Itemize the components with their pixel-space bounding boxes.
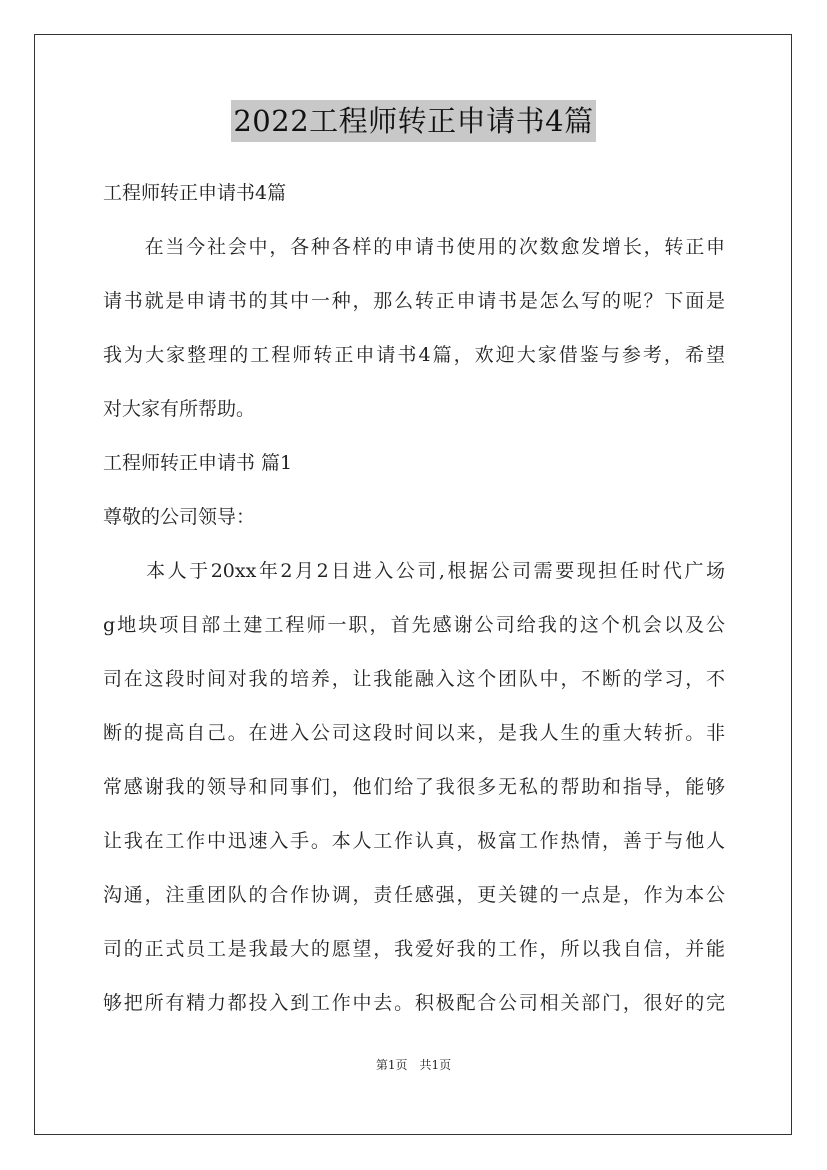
paragraph-line: 司的正式员工是我最大的愿望，我爱好我的工作，所以我自信，并能 [103, 938, 725, 960]
paragraph-line: 本人于20xx年2月2日进入公司,根据公司需要现担任时代广场 [103, 560, 725, 582]
paragraph-line: 沟通，注重团队的合作协调，责任感强，更关键的一点是，作为本公 [103, 884, 725, 906]
paragraph-line: 常感谢我的领导和同事们，他们给了我很多无私的帮助和指导，能够 [103, 776, 725, 798]
paragraph-line: 够把所有精力都投入到工作中去。积极配合公司相关部门，很好的完 [103, 992, 725, 1014]
paragraph-line: 对大家有所帮助。 [103, 398, 256, 420]
salutation-line: 尊敬的公司领导： [103, 506, 256, 528]
heading-line: 工程师转正申请书4篇 [103, 182, 287, 204]
paragraph-line: 请书就是申请书的其中一种，那么转正申请书是怎么写的呢？下面是 [103, 290, 725, 312]
title-container [0, 100, 827, 142]
paragraph-line: g地块项目部土建工程师一职，首先感谢公司给我的这个机会以及公 [103, 614, 725, 636]
paragraph-line: 断的提高自己。在进入公司这段时间以来，是我人生的重大转折。非 [103, 722, 725, 744]
page-number: 第1页 共1页 [375, 1058, 452, 1072]
document-title: 2022工程师转正申请书4篇 [231, 100, 595, 142]
page-footer [0, 1056, 827, 1073]
document-body [103, 166, 725, 1030]
paragraph-line: 让我在工作中迅速入手。本人工作认真，极富工作热情，善于与他人 [103, 830, 725, 852]
paragraph-line: 在当今社会中，各种各样的申请书使用的次数愈发增长，转正申 [103, 236, 725, 258]
paragraph-line: 司在这段时间对我的培养，让我能融入这个团队中，不断的学习，不 [103, 668, 725, 690]
paragraph-line: 我为大家整理的工程师转正申请书4篇，欢迎大家借鉴与参考，希望 [103, 344, 725, 366]
section-heading: 工程师转正申请书 篇1 [103, 452, 293, 474]
